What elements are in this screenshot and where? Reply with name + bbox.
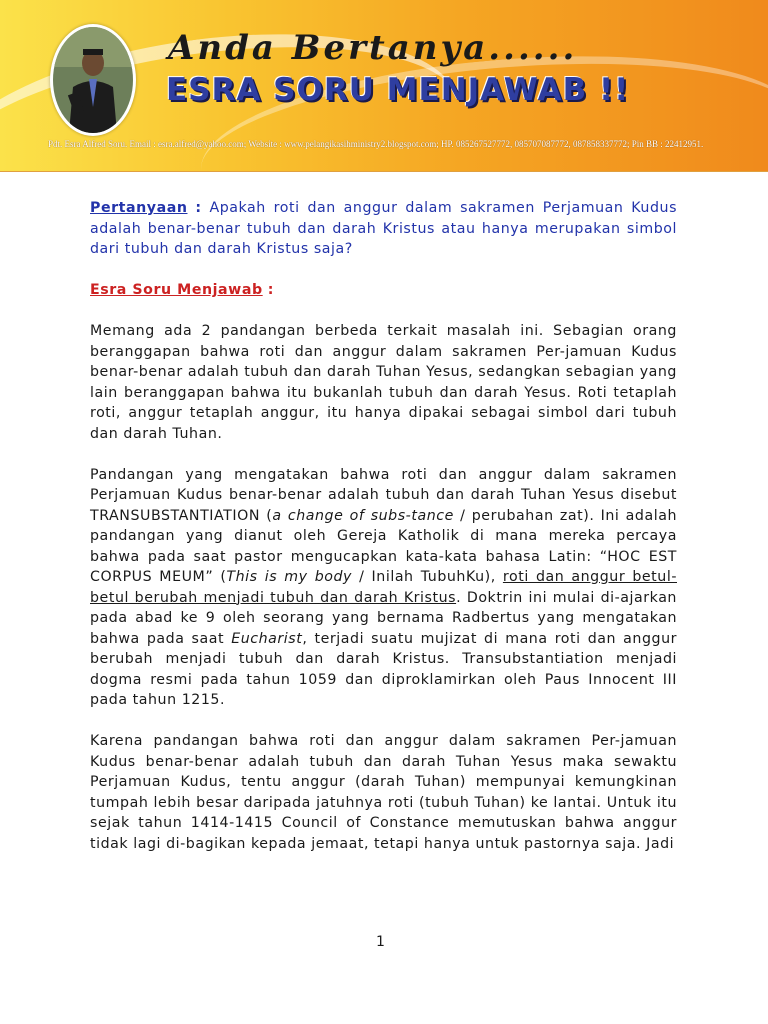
answer-heading <box>90 280 677 301</box>
text-run: Pandangan yang mengatakan bahwa roti dan anggur dalam sakramen Perjamuan Kudus benar-benar adalah tubuh dan darah Tuhan Yesus disebut TRANSUBSTANTIATION ( <box>90 466 677 524</box>
question-colon: : <box>195 200 202 216</box>
text-run: , terjadi suatu mujizat di mana roti dan anggur berubah menjadi tubuh dan darah Kristus. Transubstantiation menjadi dogma resmi pada tahun 1059 dan diproklamirkan oleh Paus Innocent III pada tahun 1215. <box>90 630 677 708</box>
divider <box>0 171 768 172</box>
question-paragraph <box>90 198 677 260</box>
italic-text: Eucharist <box>231 630 303 647</box>
answer-label: Esra Soru Menjawab <box>90 282 263 298</box>
text-run: / Inilah TubuhKu), <box>352 569 503 585</box>
question-text: Apakah roti dan anggur dalam sakramen Perjamuan Kudus adalah benar-benar tubuh dan darah Kristus atau hanya merupakan simbol dari tubuh dan darah Kristus saja? <box>90 200 678 257</box>
paragraph-2 <box>90 465 677 711</box>
author-photo <box>50 24 136 136</box>
italic-text: This is my body <box>226 569 352 585</box>
question-label: Pertanyaan <box>90 200 188 216</box>
text-run: . Doktrin ini mulai di-ajarkan pada abad ke 9 oleh seorang yang bernama Radbertus yang mengatakan bahwa pada saat <box>90 589 677 647</box>
contact-line: Pdt. Esra Alfred Soru. Email : esra.alfred@yahoo.com; Website : www.pelangikasihministry2.blogspot.com; HP. 085267527772, 085707087772, 087858337772; Pin BB : 22412951. <box>48 139 704 149</box>
paragraph-3: Karena pandangan bahwa roti dan anggur dalam sakramen Per-jamuan Kudus benar-benar adalah tubuh dan darah Tuhan Yesus maka sewaktu Perjamuan Kudus, tentu anggur (darah Tuhan) mempunyai kemungkinan tumpah lebih besar daripada jatuhnya roti (tubuh Tuhan) ke lantai. Untuk itu sejak tahun 1414-1415 Council of Constance memutuskan bahwa anggur tidak lagi di-bagikan kepada jemaat, tetapi hanya untuk pastornya saja. Jadi <box>90 733 677 852</box>
italic-text: a change of subs-tance <box>272 507 454 524</box>
person-icon <box>53 27 133 133</box>
text-run: / perubahan zat). Ini adalah pandangan yang dianut oleh Gereja Katholik di mana mereka percaya bahwa pada saat pastor mengucapkan kata-kata bahasa Latin: “HOC EST CORPUS MEUM” ( <box>90 507 677 585</box>
underlined-text: roti dan anggur betul-betul berubah menjadi tubuh dan darah Kristus <box>90 569 677 606</box>
answer-colon: : <box>267 282 274 298</box>
document-body <box>90 198 677 854</box>
paragraph-1: Memang ada 2 pandangan berbeda terkait masalah ini. Sebagian orang beranggapan bahwa roti dan anggur dalam sakramen Per-jamuan Kudus benar-benar adalah tubuh dan darah Tuhan Yesus, sedangkan sebagian yang lain beranggapan bahwa itu bukanlah tubuh dan darah Yesus. Roti tetaplah roti, anggur tetaplah anggur, itu hanya dipakai sebagai simbol dari tubuh dan darah Tuhan. <box>90 323 677 442</box>
script-title: Anda Bertanya...... <box>168 28 578 68</box>
page-number: 1 <box>376 934 385 950</box>
header-banner <box>0 0 768 172</box>
main-title: ESRA SORU MENJAWAB !! <box>166 72 630 108</box>
